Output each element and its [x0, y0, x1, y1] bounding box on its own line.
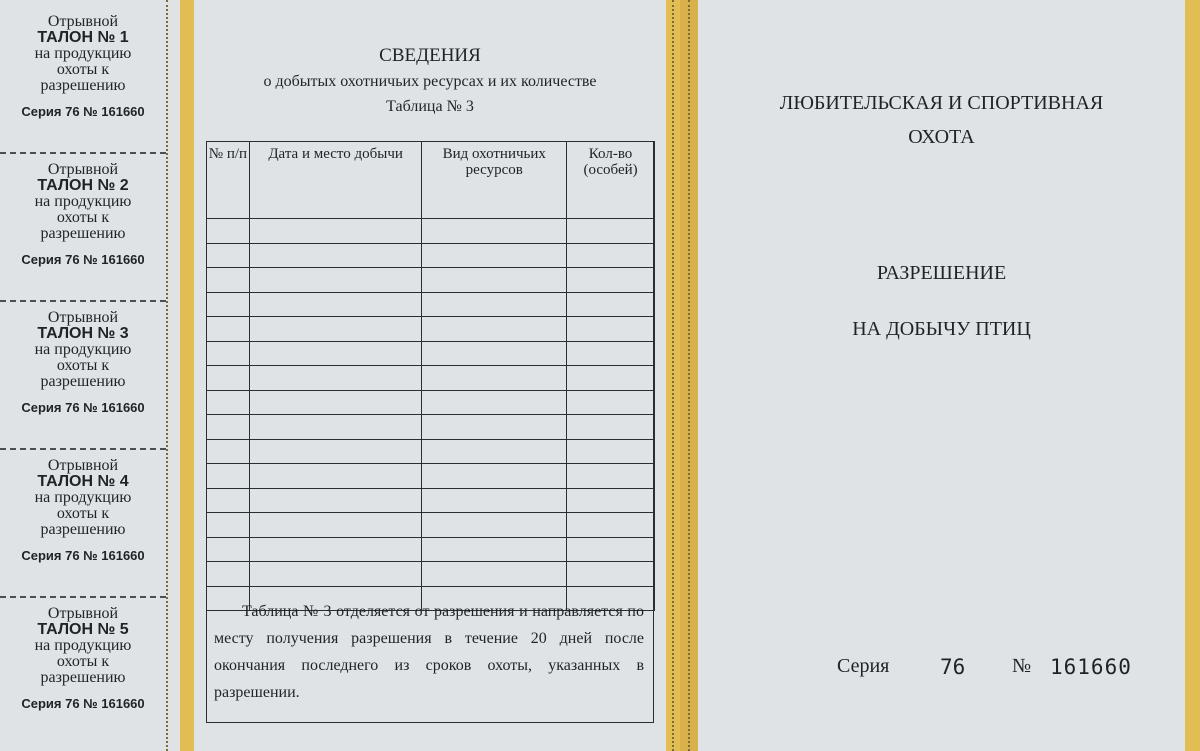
table-cell[interactable]: [422, 219, 567, 244]
column-header-count: Кол-во (особей): [567, 142, 655, 219]
table-cell[interactable]: [567, 341, 655, 366]
table-cell[interactable]: [567, 415, 655, 440]
stub-text: охоты к: [56, 357, 110, 374]
table-row: [207, 268, 655, 293]
stub-label: Отрывной: [47, 309, 119, 326]
stub-1[interactable]: [0, 14, 166, 120]
table-cell[interactable]: [249, 562, 422, 587]
column-header-number: № п/п: [207, 142, 250, 219]
table-cell[interactable]: [567, 292, 655, 317]
stub-series: Серия 76 № 161660: [21, 400, 145, 415]
table-cell[interactable]: [249, 268, 422, 293]
table-cell[interactable]: [207, 390, 250, 415]
table-cell[interactable]: [249, 488, 422, 513]
stub-text: охоты к: [56, 209, 110, 226]
stub-series: Серия 76 № 161660: [21, 548, 145, 563]
table-cell[interactable]: [567, 488, 655, 513]
table-row: [207, 292, 655, 317]
table-row: [207, 366, 655, 391]
stub-number: ТАЛОН № 4: [37, 473, 129, 490]
table-cell[interactable]: [567, 219, 655, 244]
table-cell[interactable]: [422, 537, 567, 562]
table-subtitle: о добытых охотничьих ресурсах и их количестве: [263, 73, 597, 90]
table-cell[interactable]: [249, 390, 422, 415]
permit-heading-2: ОХОТА: [908, 126, 975, 148]
table-row: [207, 464, 655, 489]
tear-line: [0, 300, 166, 302]
table-cell[interactable]: [207, 341, 250, 366]
table-cell[interactable]: [207, 513, 250, 538]
stub-label: Отрывной: [47, 161, 119, 178]
table-cell[interactable]: [249, 439, 422, 464]
stub-3[interactable]: [0, 310, 166, 416]
stub-text: разрешению: [40, 77, 126, 94]
permit-subject: НА ДОБЫЧУ ПТИЦ: [852, 318, 1031, 340]
stub-text: на продукцию: [34, 637, 132, 654]
stub-text: на продукцию: [34, 45, 132, 62]
tear-off-stubs: [0, 0, 166, 751]
table-cell[interactable]: [207, 366, 250, 391]
table-row: [207, 219, 655, 244]
stub-series: Серия 76 № 161660: [21, 104, 145, 119]
catch-table: [206, 141, 655, 611]
table-cell[interactable]: [567, 439, 655, 464]
stub-4[interactable]: [0, 458, 166, 564]
table-cell[interactable]: [207, 439, 250, 464]
table-row: [207, 317, 655, 342]
table-row: [207, 562, 655, 587]
table-cell[interactable]: [249, 537, 422, 562]
table-cell[interactable]: [422, 366, 567, 391]
perforation-line: [672, 0, 674, 751]
table-note: Таблица № 3 отделяется от разрешения и направляется по месту получения разрешения в течение 20 дней после окончания последнего из сроков охоты, указанных в разрешении.: [214, 603, 644, 701]
table-cell[interactable]: [207, 243, 250, 268]
table-cell[interactable]: [207, 292, 250, 317]
table-cell[interactable]: [249, 366, 422, 391]
stub-2[interactable]: [0, 162, 166, 268]
table-cell[interactable]: [249, 243, 422, 268]
stub-text: охоты к: [56, 653, 110, 670]
table-cell[interactable]: [422, 513, 567, 538]
permit-heading: ЛЮБИТЕЛЬСКАЯ И СПОРТИВНАЯ: [779, 92, 1104, 114]
table-cell[interactable]: [567, 562, 655, 587]
table-cell[interactable]: [422, 488, 567, 513]
table-cell[interactable]: [567, 464, 655, 489]
table-cell[interactable]: [422, 464, 567, 489]
table-cell[interactable]: [249, 292, 422, 317]
table-row: [207, 415, 655, 440]
table-cell[interactable]: [567, 366, 655, 391]
stub-text: на продукцию: [34, 193, 132, 210]
table-cell[interactable]: [422, 439, 567, 464]
table-cell[interactable]: [207, 317, 250, 342]
table-cell[interactable]: [207, 537, 250, 562]
table-cell[interactable]: [249, 219, 422, 244]
column-header-species: Вид охотничьих ресурсов: [422, 142, 567, 219]
table-row: [207, 390, 655, 415]
table-cell[interactable]: [567, 243, 655, 268]
stub-number: ТАЛОН № 3: [37, 325, 129, 342]
stub-text: на продукцию: [34, 489, 132, 506]
yellow-stripe-left: [180, 0, 194, 751]
table-body: [207, 219, 655, 611]
table-cell[interactable]: [567, 268, 655, 293]
table-cell[interactable]: [207, 488, 250, 513]
table-cell[interactable]: [422, 341, 567, 366]
stub-label: Отрывной: [47, 457, 119, 474]
table-number: Таблица № 3: [386, 98, 474, 115]
table-row: [207, 341, 655, 366]
table-cell[interactable]: [422, 317, 567, 342]
table-row: [207, 439, 655, 464]
yellow-stripe-right: [1185, 0, 1200, 751]
serial-series: 76: [940, 655, 966, 679]
perforation-line: [688, 0, 690, 751]
stub-text: разрешению: [40, 373, 126, 390]
stub-number: ТАЛОН № 2: [37, 177, 129, 194]
table-cell[interactable]: [207, 219, 250, 244]
table-cell[interactable]: [249, 317, 422, 342]
tear-line: [0, 152, 166, 154]
permit-type: РАЗРЕШЕНИЕ: [876, 262, 1007, 284]
table-row: [207, 243, 655, 268]
table-cell[interactable]: [249, 513, 422, 538]
stub-text: на продукцию: [34, 341, 132, 358]
stub-text: охоты к: [56, 61, 110, 78]
tear-line: [0, 448, 166, 450]
table-cell[interactable]: [567, 317, 655, 342]
table-cell[interactable]: [422, 268, 567, 293]
table-cell[interactable]: [249, 464, 422, 489]
serial-number: 161660: [1050, 655, 1132, 679]
stub-series: Серия 76 № 161660: [21, 696, 145, 711]
stub-label: Отрывной: [47, 605, 119, 622]
stub-text: охоты к: [56, 505, 110, 522]
table-row: [207, 513, 655, 538]
table-cell[interactable]: [422, 562, 567, 587]
table-cell[interactable]: [567, 390, 655, 415]
column-header-date-place: Дата и место добычи: [249, 142, 422, 219]
table-cell[interactable]: [567, 513, 655, 538]
table-cell[interactable]: [207, 562, 250, 587]
stub-text: разрешению: [40, 225, 126, 242]
table-cell[interactable]: [422, 415, 567, 440]
stub-series: Серия 76 № 161660: [21, 252, 145, 267]
table-row: [207, 537, 655, 562]
serial-label: Серия: [837, 655, 890, 677]
table-cell[interactable]: [422, 292, 567, 317]
table-title: СВЕДЕНИЯ: [379, 45, 481, 66]
table-row: [207, 488, 655, 513]
table-cell[interactable]: [207, 268, 250, 293]
perforation-line: [166, 0, 168, 751]
stub-text: разрешению: [40, 669, 126, 686]
stub-text: разрешению: [40, 521, 126, 538]
serial-number-sign: №: [1012, 655, 1032, 677]
table-cell[interactable]: [249, 415, 422, 440]
table-cell[interactable]: [249, 341, 422, 366]
stub-5[interactable]: [0, 606, 166, 712]
table-cell[interactable]: [207, 464, 250, 489]
stub-number: ТАЛОН № 5: [37, 621, 129, 638]
stub-number: ТАЛОН № 1: [37, 29, 129, 46]
table-cell[interactable]: [422, 390, 567, 415]
table-cell[interactable]: [207, 415, 250, 440]
table-cell[interactable]: [567, 537, 655, 562]
table-cell[interactable]: [422, 243, 567, 268]
tear-line: [0, 596, 166, 598]
stub-label: Отрывной: [47, 13, 119, 30]
